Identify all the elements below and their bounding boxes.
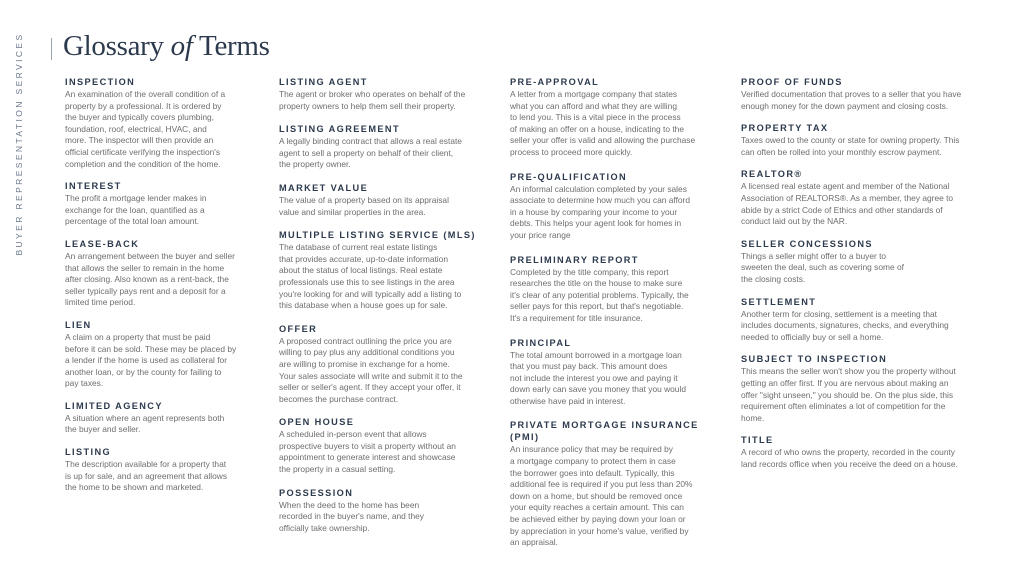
- definition-line: that provides accurate, up-to-date information: [279, 253, 448, 264]
- glossary-entry: [65, 180, 265, 228]
- definition-line: An insurance policy that may be required by: [510, 444, 673, 455]
- definition-line: prospective buyers to visit a property without an: [279, 440, 456, 451]
- definition-line: The profit a mortgage lender makes in: [65, 193, 207, 204]
- definition-line: property by a professional. It is ordered by: [65, 100, 222, 111]
- definition-line: seller pays for this report, but that's negotiable.: [510, 301, 684, 312]
- glossary-entry: [279, 229, 494, 312]
- glossary-entry: [741, 122, 1001, 158]
- term-definition: [65, 89, 265, 170]
- term-heading: PROOF OF FUNDS: [741, 77, 843, 87]
- term-heading: SUBJECT TO INSPECTION: [741, 354, 888, 365]
- definition-line: Taxes owed to the county or state for owning property. This: [741, 135, 960, 146]
- definition-line: additional fee is required if you put less than 20%: [510, 479, 693, 490]
- definition-line: requirement often eliminates a lot of competition for the: [741, 401, 946, 412]
- definition-line: seller your offer is valid and allowing the purchase: [510, 135, 696, 146]
- definition-line: what you can afford and what they are willing: [510, 100, 677, 111]
- definition-line: seller typically pays rent and a deposit for a: [65, 285, 226, 296]
- term-heading: MARKET VALUE: [279, 182, 369, 193]
- definition-line: more. The inspector will then provide an: [65, 135, 214, 146]
- definition-line: seller or seller's agent. If they accept your offer, it: [279, 382, 461, 393]
- definition-line: Verified documentation that proves to a seller that you have: [741, 89, 962, 99]
- term-heading: SELLER CONCESSIONS: [741, 238, 873, 249]
- definition-line: sweeten the deal, such as covering some of: [741, 262, 904, 273]
- definition-line: down early can save you money that you would: [510, 384, 686, 395]
- glossary-entry: [279, 182, 494, 218]
- term-heading: LISTING AGREEMENT: [279, 124, 400, 135]
- definition-line: An examination of the overall condition of a: [65, 89, 226, 99]
- definition-line: the closing costs.: [741, 273, 806, 284]
- term-definition: [279, 195, 494, 218]
- definition-line: the buyer and typically covers plumbing,: [65, 112, 214, 123]
- definition-line: A legally binding contract that allows a real estate: [279, 136, 462, 147]
- definition-line: the buyer and seller.: [65, 424, 141, 435]
- definition-line: includes documents, signatures, checks, and everything: [741, 320, 949, 331]
- definition-line: pay taxes.: [65, 378, 104, 389]
- definition-line: it's clear of any potential problems. Typically, the: [510, 289, 689, 300]
- definition-line: process to proceed more quickly.: [510, 146, 633, 157]
- term-heading: PRIVATE MORTGAGE INSURANCE (PMI): [510, 420, 699, 443]
- definition-line: abide by a strict Code of Ethics and other standards of: [741, 204, 943, 215]
- term-definition: [65, 459, 265, 494]
- definition-line: the borrower goes into default. Typically, this: [510, 467, 675, 478]
- glossary-entry: [510, 419, 725, 548]
- glossary-entry: [65, 446, 265, 494]
- definition-line: otherwise have paid in interest.: [510, 395, 626, 406]
- term-definition: [65, 251, 265, 309]
- title-part-1: Glossary: [63, 30, 171, 62]
- glossary-entry: [741, 296, 1001, 344]
- term-definition: [279, 242, 494, 312]
- definition-line: appointment to generate interest and showcase: [279, 452, 456, 463]
- definition-line: home.: [741, 412, 765, 423]
- definition-line: are willing to promise in exchange for a home.: [279, 358, 450, 369]
- definition-line: before it can be sold. These may be placed by: [65, 343, 237, 354]
- glossary-entry: [279, 416, 494, 475]
- definition-line: The database of current real estate listings: [279, 242, 438, 253]
- definition-line: The description available for a property that: [65, 459, 227, 470]
- title-part-2: Terms: [192, 30, 270, 62]
- definition-line: This means the seller won't show you the property without: [741, 366, 956, 377]
- glossary-entry: [510, 337, 725, 408]
- definition-line: officially take ownership.: [279, 522, 370, 533]
- definition-line: that you must pay back. This amount does: [510, 361, 668, 372]
- definition-line: your equity reaches a certain amount. This can: [510, 502, 684, 513]
- glossary-entry: [65, 76, 265, 170]
- definition-line: getting an offer first. If you are nervous about making an: [741, 377, 949, 388]
- term-heading: PRINCIPAL: [510, 337, 572, 348]
- definition-line: official certificate verifying the inspection's: [65, 146, 221, 157]
- definition-line: by appreciation in your home's value, verified by: [510, 525, 689, 536]
- definition-line: A scheduled in-person event that allows: [279, 429, 427, 440]
- definition-line: the property owner.: [279, 159, 351, 170]
- glossary-entry: [510, 171, 725, 242]
- definition-line: the property in a casual setting.: [279, 464, 396, 475]
- definition-line: land records office when you receive the deed on a house.: [741, 458, 958, 469]
- definition-line: Completed by the title company, this report: [510, 266, 669, 277]
- term-definition: [741, 135, 1001, 158]
- term-definition: [741, 251, 1001, 286]
- definition-line: When the deed to the home has been: [279, 499, 420, 510]
- term-definition: [510, 350, 725, 408]
- definition-line: your price range: [510, 229, 571, 240]
- definition-line: An arrangement between the buyer and seller: [65, 250, 235, 261]
- title-divider: [51, 38, 52, 60]
- term-definition: [279, 336, 494, 406]
- glossary-column-3: [510, 76, 725, 561]
- glossary-entry: [279, 123, 494, 171]
- term-definition: [279, 136, 494, 171]
- definition-line: recorded in the buyer's name, and they: [279, 511, 424, 522]
- definition-line: A claim on a property that must be paid: [65, 331, 211, 342]
- term-definition: [510, 184, 725, 242]
- term-heading: OFFER: [279, 323, 318, 334]
- definition-line: A licensed real estate agent and member of the National: [741, 181, 950, 192]
- definition-line: completion and the condition of the home.: [65, 158, 221, 169]
- definition-line: researches the title on the house to make sure: [510, 278, 683, 289]
- definition-line: professionals use this to see listings in the area: [279, 276, 455, 287]
- definition-line: limited time period.: [65, 297, 136, 308]
- definition-line: Things a seller might offer to a buyer to: [741, 250, 887, 261]
- glossary-column-1: [65, 76, 265, 504]
- term-definition: [279, 500, 494, 535]
- glossary-entry: [741, 353, 1001, 424]
- definition-line: you're looking for and will typically add a listing to: [279, 288, 462, 299]
- definition-line: another loan, or by the county for failing to: [65, 366, 222, 377]
- glossary-entry: [65, 319, 265, 390]
- term-definition: [510, 267, 725, 325]
- glossary-column-2: [279, 76, 494, 545]
- definition-line: is up for sale, and an agreement that allows: [65, 470, 228, 481]
- definition-line: this database when a house goes up for sale.: [279, 300, 448, 311]
- term-heading: SETTLEMENT: [741, 296, 817, 307]
- term-heading: MULTIPLE LISTING SERVICE (MLS): [279, 230, 476, 241]
- term-definition: [65, 413, 265, 436]
- term-heading: LIEN: [65, 319, 92, 330]
- term-heading: LEASE-BACK: [65, 238, 140, 249]
- glossary-entry: [279, 487, 494, 535]
- term-heading: PROPERTY TAX: [741, 123, 829, 134]
- glossary-entry: [65, 238, 265, 309]
- term-definition: [741, 181, 1001, 227]
- title-italic-word: of: [170, 30, 193, 62]
- definition-line: conduct laid out by the NAR.: [741, 216, 848, 227]
- definition-line: Your sales associate will write and submit it to the: [279, 370, 463, 381]
- definition-line: associate to determine how much you can afford: [510, 195, 691, 206]
- definition-line: be achieved either by paying down your loan or: [510, 514, 686, 525]
- term-definition: [741, 447, 1001, 470]
- definition-line: in a house by comparing your income to your: [510, 206, 678, 217]
- definition-line: willing to pay plus any additional conditions you: [279, 347, 455, 358]
- term-heading: PRELIMINARY REPORT: [510, 254, 639, 265]
- definition-line: value and similar properties in the area.: [279, 206, 426, 217]
- definition-line: An informal calculation completed by your sales: [510, 183, 687, 194]
- definition-line: not include the interest you owe and paying it: [510, 372, 678, 383]
- definition-line: It's a requirement for title insurance.: [510, 312, 643, 323]
- definition-line: enough money for the down payment and closing costs.: [741, 100, 949, 111]
- term-definition: [65, 332, 265, 390]
- definition-line: Another term for closing, settlement is a meeting that: [741, 308, 937, 319]
- definition-line: that allows the seller to remain in the home: [65, 262, 225, 273]
- definition-line: A proposed contract outlining the price you are: [279, 335, 452, 346]
- glossary-entry: [741, 168, 1001, 227]
- term-heading: PRE-QUALIFICATION: [510, 171, 628, 182]
- definition-line: foundation, roof, electrical, HVAC, and: [65, 123, 207, 134]
- term-heading: LISTING: [65, 447, 112, 458]
- glossary-entry: [510, 76, 725, 159]
- term-definition: [279, 429, 494, 475]
- term-heading: LIMITED AGENCY: [65, 400, 163, 411]
- definition-line: The total amount borrowed in a mortgage loan: [510, 349, 682, 360]
- term-definition: [741, 366, 1001, 424]
- definition-line: A record of who owns the property, recorded in the county: [741, 447, 955, 458]
- page-title: [63, 30, 270, 63]
- definition-line: exchange for the loan, quantified as a: [65, 204, 205, 215]
- definition-line: The value of a property based on its appraisal: [279, 194, 449, 205]
- definition-line: an appraisal.: [510, 537, 558, 548]
- definition-line: a lender if the home is used as collateral for: [65, 355, 228, 366]
- term-definition: [741, 89, 1001, 112]
- definition-line: a mortgage company to protect them in case: [510, 456, 676, 467]
- term-definition: [510, 444, 725, 548]
- glossary-entry: [279, 76, 494, 112]
- definition-line: about the status of local listings. Real estate: [279, 265, 443, 276]
- glossary-entry: [741, 76, 1001, 112]
- term-heading: INSPECTION: [65, 77, 136, 87]
- glossary-entry: [279, 323, 494, 406]
- definition-line: needed to officially buy or sell a home.: [741, 331, 884, 342]
- definition-line: offer "sight unseen," you should be. On the plus side, this: [741, 389, 954, 400]
- definition-line: to lend you. This is a vital piece in the process: [510, 112, 681, 123]
- definition-line: down on a home, but should be removed once: [510, 490, 683, 501]
- definition-line: percentage of the total loan amount.: [65, 216, 200, 227]
- term-heading: OPEN HOUSE: [279, 417, 355, 428]
- glossary-entry: [741, 434, 1001, 470]
- definition-line: debts. This helps your agent look for homes in: [510, 218, 682, 229]
- definition-line: property owners to help them sell their property.: [279, 100, 456, 111]
- term-heading: INTEREST: [65, 181, 122, 192]
- term-heading: PRE-APPROVAL: [510, 77, 600, 87]
- definition-line: A letter from a mortgage company that states: [510, 89, 678, 99]
- term-definition: [65, 193, 265, 228]
- sidebar-vertical-title: [12, 34, 26, 254]
- definition-line: agent to sell a property on behalf of their client,: [279, 147, 454, 158]
- term-definition: [741, 309, 1001, 344]
- definition-line: after closing. Also known as a rent-back, the: [65, 274, 229, 285]
- term-definition: [510, 89, 725, 159]
- definition-line: A situation where an agent represents both: [65, 412, 225, 423]
- definition-line: The agent or broker who operates on behalf of the: [279, 89, 466, 99]
- term-heading: TITLE: [741, 435, 774, 446]
- glossary-entry: [741, 238, 1001, 286]
- term-heading: REALTOR®: [741, 169, 803, 180]
- term-heading: LISTING AGENT: [279, 77, 368, 87]
- glossary-column-4: [741, 76, 1001, 480]
- glossary-entry: [510, 254, 725, 325]
- definition-line: Association of REALTORS®. As a member, they agree to: [741, 192, 954, 203]
- sidebar-label: BUYER REPRESENTATION SERVICES: [14, 32, 24, 256]
- term-heading: POSSESSION: [279, 487, 354, 498]
- definition-line: of making an offer on a house, indicating to the: [510, 123, 684, 134]
- definition-line: the home to be shown and marketed.: [65, 482, 204, 493]
- term-definition: [279, 89, 494, 112]
- definition-line: can often be rolled into your monthly escrow payment.: [741, 146, 942, 157]
- definition-line: becomes the purchase contract.: [279, 393, 399, 404]
- glossary-entry: [65, 400, 265, 436]
